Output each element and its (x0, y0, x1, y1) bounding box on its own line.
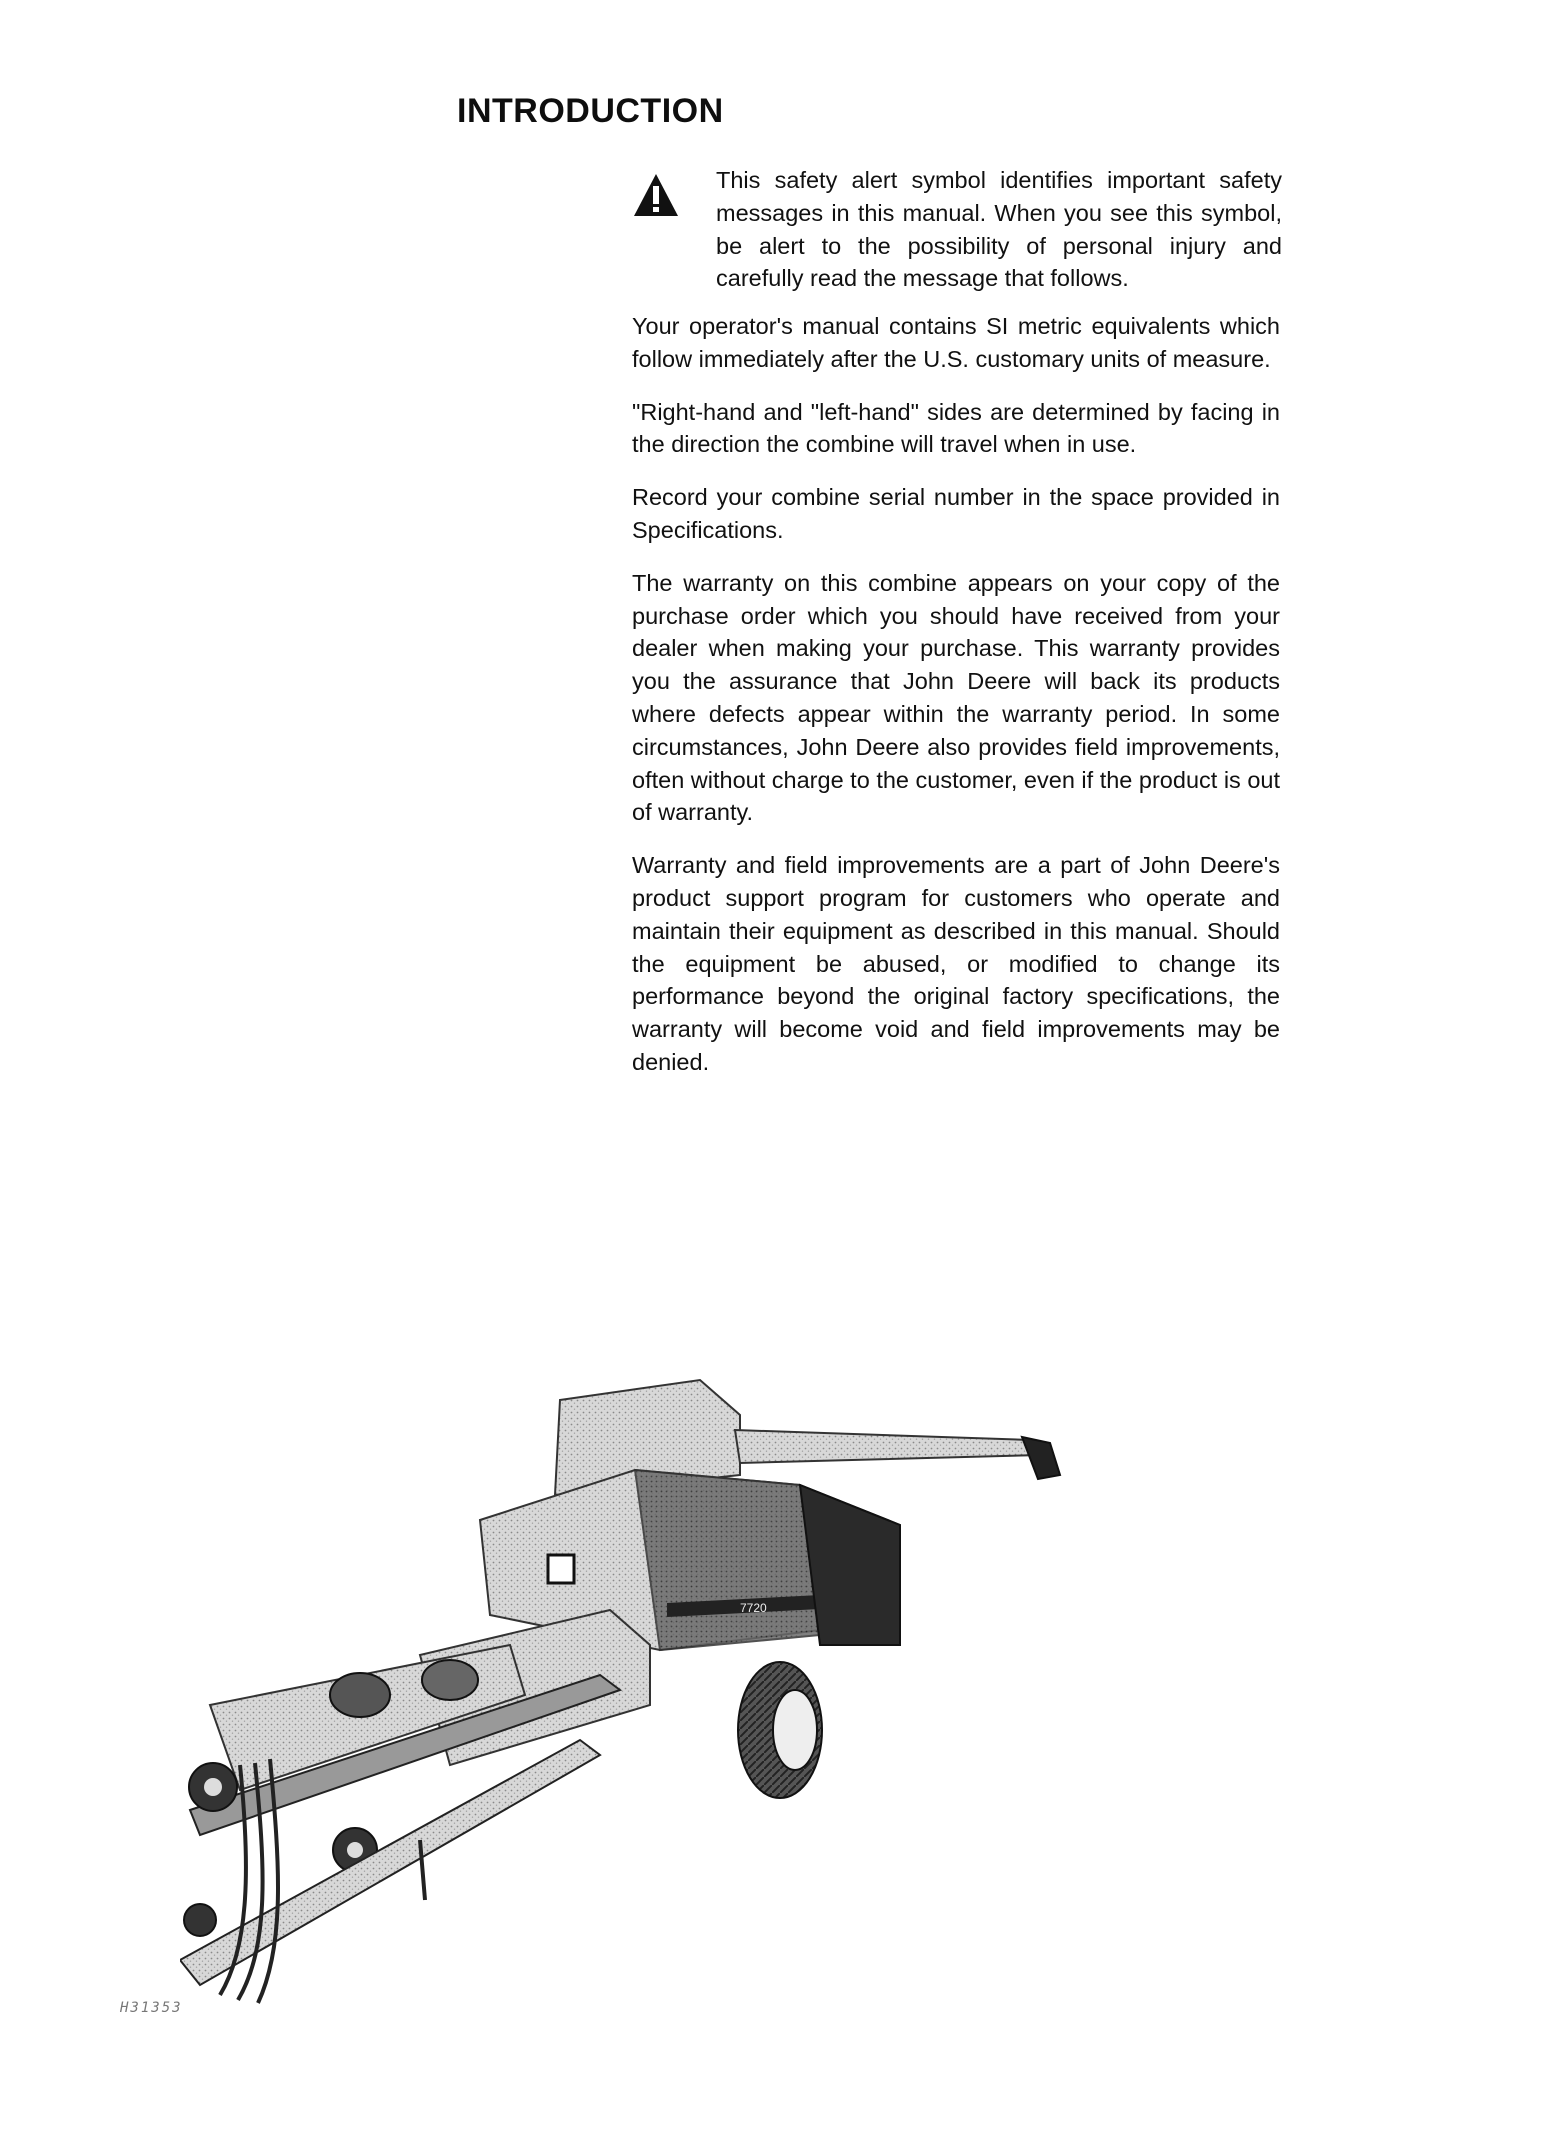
safety-alert-triangle-icon (632, 172, 680, 218)
safety-alert-text: This safety alert symbol identifies important safety messages in this manual. When you see this symbol, be alert to the possibility of personal injury and carefully read the message that follows. (716, 167, 1282, 292)
paragraph-right-left-hand: "Right-hand and "left-hand" sides are determined by facing in the direction the combine will travel when in use. (632, 398, 1280, 458)
paragraph-field-improvements: Warranty and field improvements are a part of John Deere's product support program for customers who operate and maintain their equipment as described in this manual. Should the equipment be abused, or modified to change its performance beyond the original factory specifications, the warranty will become void and field improvements may be denied. (632, 852, 1280, 1075)
paragraph-warranty: The warranty on this combine appears on your copy of the purchase order which you should have received from your dealer when making your purchase. This warranty provides you the assurance that John Deere will back its products where defects appear within the warranty period. In some circumstances, John Deere also provides field improvements, often without charge to the customer, even if the product is out of warranty. (632, 569, 1280, 826)
figure-code: H31353 (120, 2000, 183, 2016)
safety-alert-block (632, 164, 1282, 295)
deere-logo-icon (548, 1555, 574, 1583)
paragraph-serial-number: Record your combine serial number in the space provided in Specifications. (632, 484, 1280, 543)
combine-harvester-illustration (180, 1345, 1070, 2005)
model-badge: 7720 (740, 1601, 767, 1615)
page-title: INTRODUCTION (457, 92, 724, 130)
body-text (632, 310, 1280, 1099)
paragraph-metric-units: Your operator's manual contains SI metric equivalents which follow immediately after the U.S. customary units of measure. (632, 313, 1280, 372)
